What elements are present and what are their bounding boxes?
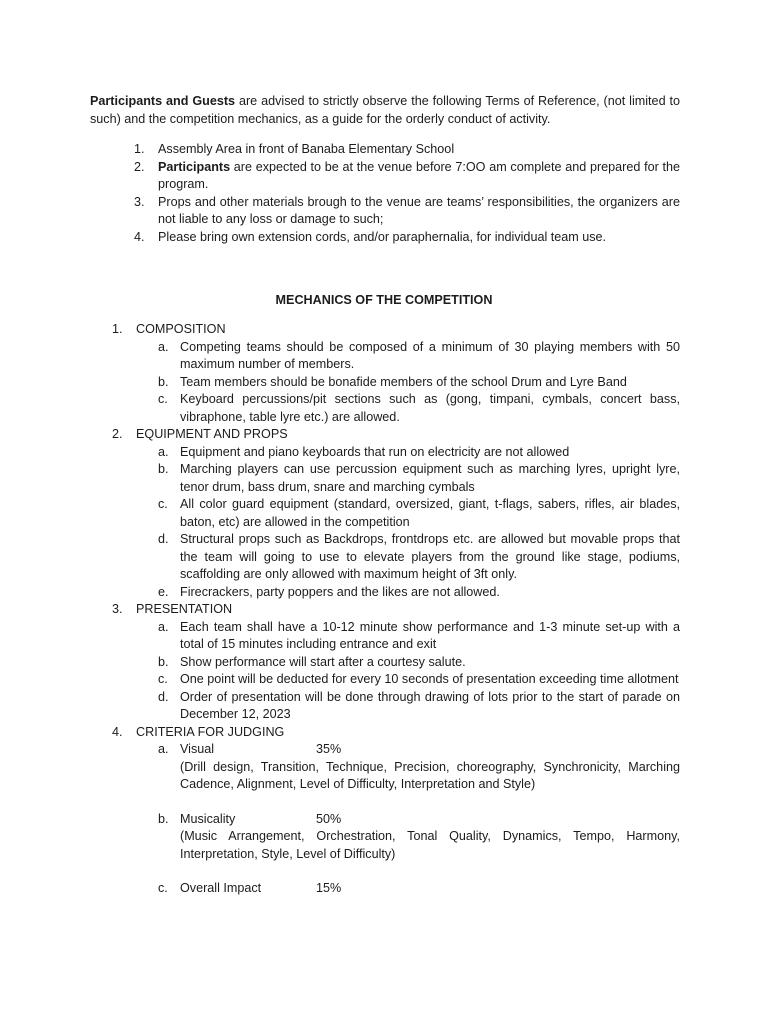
list-item <box>158 496 680 531</box>
term-bold: Participants <box>158 159 231 174</box>
criteria-musicality <box>158 811 680 864</box>
section-number: 3. <box>112 602 123 616</box>
criteria-percent: 15% <box>316 881 342 895</box>
item-text: Firecrackers, party poppers and the likes are not allowed. <box>180 584 500 599</box>
criteria-name: Musicality <box>180 811 236 826</box>
item-letter: b. <box>158 374 169 389</box>
term-item <box>134 194 680 229</box>
criteria-name: Overall Impact <box>180 881 262 895</box>
criteria-items <box>136 741 680 898</box>
list-item <box>158 374 680 392</box>
item-letter: e. <box>158 584 169 599</box>
list-item <box>158 671 680 689</box>
term-item <box>134 159 680 194</box>
spacer <box>158 863 680 880</box>
list-item <box>158 619 680 654</box>
terms-list <box>134 141 680 246</box>
item-letter: d. <box>158 689 169 704</box>
item-text: Competing teams should be composed of a minimum of 30 playing members with 50 maximum number of members. <box>180 339 680 371</box>
list-item <box>158 531 680 584</box>
section-items <box>136 444 680 602</box>
item-text: Keyboard percussions/pit sections such as (gong, timpani, cymbals, concert bass, vibraphone, table lyre etc.) are allowed. <box>180 392 680 424</box>
item-text: Team members should be bonafide members of the school Drum and Lyre Band <box>180 374 627 389</box>
section-equipment <box>112 426 680 601</box>
item-text: One point will be deducted for every 10 seconds of presentation exceeding time allotment <box>180 672 679 686</box>
item-text: Show performance will start after a courtesy salute. <box>180 654 466 669</box>
item-text: Structural props such as Backdrops, frontdrops etc. are allowed but movable props that the team will going to use to elevate players from the ground like stage, podiums, scaffolding are only allowed with maximum height of 3ft only. <box>180 532 680 581</box>
item-letter: b. <box>158 462 169 476</box>
list-item <box>158 654 680 672</box>
term-number: 2. <box>134 159 145 174</box>
term-number: 3. <box>134 194 145 209</box>
item-letter: b. <box>158 654 169 669</box>
section-title: EQUIPMENT AND PROPS <box>136 427 288 441</box>
item-letter: c. <box>158 881 168 895</box>
term-number: 4. <box>134 229 145 244</box>
criteria-percent: 50% <box>316 811 342 826</box>
list-item <box>158 461 680 496</box>
item-letter: c. <box>158 392 168 406</box>
item-letter: a. <box>158 444 169 459</box>
criteria-name: Visual <box>180 742 215 756</box>
mechanics-heading: MECHANICS OF THE COMPETITION <box>275 293 493 307</box>
criteria-description: (Music Arrangement, Orchestration, Tonal Quality, Dynamics, Tempo, Harmony, Interpretation, Style, Level of Difficulty) <box>180 829 680 861</box>
criteria-overall-impact <box>158 880 680 898</box>
list-item <box>158 391 680 426</box>
list-item <box>158 339 680 374</box>
term-text: Please bring own extension cords, and/or paraphernalia, for individual team use. <box>158 229 607 244</box>
item-letter: b. <box>158 811 169 826</box>
item-letter: c. <box>158 497 168 511</box>
intro-text: are advised to strictly observe the following Terms of Reference, (not limited to such) and the competition mechanics, as a guide for the orderly conduct of activity. <box>90 94 681 126</box>
section-composition <box>112 321 680 426</box>
list-item <box>158 444 680 462</box>
item-text: Each team shall have a 10-12 minute show performance and 1-3 minute set-up with a total of 15 minutes including entrance and exit <box>180 619 680 651</box>
section-number: 2. <box>112 427 123 441</box>
item-letter: d. <box>158 532 169 546</box>
term-item <box>134 229 680 247</box>
item-letter: a. <box>158 742 169 756</box>
section-presentation <box>112 601 680 724</box>
intro-bold-lead: Participants and Guests <box>90 94 236 108</box>
criteria-percent: 35% <box>316 742 342 756</box>
item-text: Marching players can use percussion equipment such as marching lyres, upright lyre, tenor drum, bass drum, snare and marching cymbals <box>180 462 680 494</box>
term-item <box>134 141 680 159</box>
section-items <box>136 619 680 724</box>
item-letter: c. <box>158 672 168 686</box>
item-text: Equipment and piano keyboards that run on electricity are not allowed <box>180 444 570 459</box>
item-letter: a. <box>158 619 169 634</box>
criteria-description: (Drill design, Transition, Technique, Precision, choreography, Synchronicity, Marching Cadence, Alignment, Level of Difficulty, Interpretation and Style) <box>180 759 680 791</box>
list-item <box>158 584 680 602</box>
term-text: Assembly Area in front of Banaba Elementary School <box>158 142 455 156</box>
criteria-visual <box>158 741 680 794</box>
section-items <box>136 339 680 427</box>
list-item <box>158 689 680 724</box>
term-number: 1. <box>134 142 145 156</box>
section-title: CRITERIA FOR JUDGING <box>136 724 285 739</box>
spacer <box>158 794 680 811</box>
item-text: Order of presentation will be done through drawing of lots prior to the start of parade on December 12, 2023 <box>180 689 680 721</box>
term-text: are expected to be at the venue before 7:OO am complete and prepared for the program. <box>158 159 680 191</box>
section-title: PRESENTATION <box>136 602 233 616</box>
item-letter: a. <box>158 339 169 354</box>
mechanics-list <box>112 321 680 898</box>
section-criteria <box>112 724 680 898</box>
section-title: COMPOSITION <box>136 322 226 336</box>
term-text: Props and other materials brough to the venue are teams’ responsibilities, the organizers are not liable to any loss or damage to such; <box>158 194 680 226</box>
section-number: 4. <box>112 724 123 739</box>
intro-paragraph <box>90 93 680 128</box>
item-text: All color guard equipment (standard, oversized, giant, t-flags, sabers, rifles, air blades, baton, etc) are allowed in the competition <box>180 497 680 529</box>
section-number: 1. <box>112 322 123 336</box>
